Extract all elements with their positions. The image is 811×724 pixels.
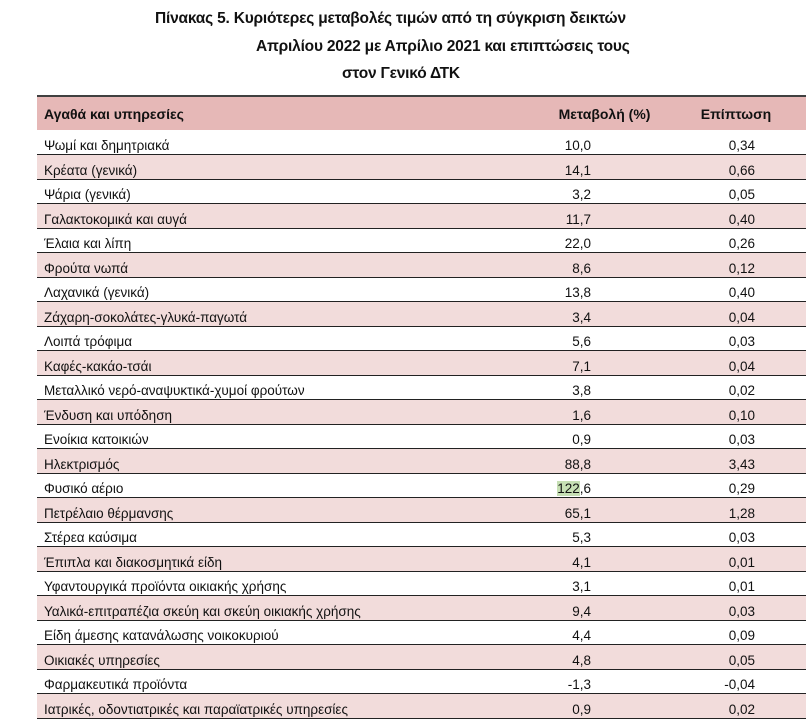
cell-change: 4,4 bbox=[572, 628, 591, 643]
cell-item: Έπιπλα και διακοσμητικά είδη bbox=[44, 554, 222, 570]
title-line-3: στον Γενικό ΔΤΚ bbox=[342, 65, 460, 82]
cell-change: 88,8 bbox=[564, 456, 591, 472]
cell-item: Ζάχαρη-σοκολάτες-γλυκά-παγωτά bbox=[44, 309, 248, 325]
cell-change: 4,8 bbox=[572, 652, 591, 668]
cell-impact: 0,40 bbox=[728, 211, 755, 227]
table-header-row bbox=[37, 96, 806, 130]
table-row bbox=[37, 473, 806, 498]
table-row bbox=[37, 596, 806, 621]
table-row bbox=[37, 620, 806, 645]
cell-item: Ενοίκια κατοικιών bbox=[44, 432, 149, 447]
cell-impact: 0,12 bbox=[728, 260, 755, 276]
cell-change: 1,6 bbox=[572, 407, 591, 423]
column-header-change: Μεταβολή (%) bbox=[558, 105, 651, 122]
cell-item: Καφές-κακάο-τσάι bbox=[44, 358, 152, 374]
price-changes-table bbox=[37, 95, 806, 719]
cell-change: 13,8 bbox=[564, 285, 591, 300]
table-row bbox=[37, 449, 806, 474]
cell-impact: 0,01 bbox=[728, 554, 755, 570]
selection-highlight: 122 bbox=[557, 481, 580, 496]
cell-change: 4,1 bbox=[572, 554, 591, 570]
cell-impact: 0,02 bbox=[728, 383, 755, 398]
cell-change: 3,8 bbox=[572, 383, 591, 398]
table-row bbox=[37, 204, 806, 229]
cell-impact: -0,04 bbox=[724, 677, 755, 692]
cell-item: Στέρεα καύσιμα bbox=[44, 530, 137, 545]
cell-impact: 1,28 bbox=[728, 505, 755, 521]
cell-item: Φυσικό αέριο bbox=[44, 481, 124, 496]
table-row bbox=[37, 326, 806, 351]
cell-impact: 0,40 bbox=[728, 285, 755, 300]
cell-change: 22,0 bbox=[564, 236, 591, 251]
table-row bbox=[37, 645, 806, 670]
table-row bbox=[37, 155, 806, 180]
cell-change: 0,9 bbox=[572, 701, 591, 717]
column-header-item: Αγαθά και υπηρεσίες bbox=[44, 105, 184, 122]
table-row bbox=[37, 424, 806, 449]
column-header-impact: Επίπτωση bbox=[700, 105, 772, 122]
cell-impact: 0,05 bbox=[728, 652, 755, 668]
cell-change: 3,4 bbox=[572, 309, 591, 325]
table-row bbox=[37, 302, 806, 327]
table-row bbox=[37, 375, 806, 400]
cell-change: 8,6 bbox=[572, 260, 591, 276]
cell-item: Είδη άμεσης κατανάλωσης νοικοκυριού bbox=[44, 628, 279, 643]
cell-impact: 0,10 bbox=[728, 407, 755, 423]
title-line-1: Πίνακας 5. Κυριότερες μεταβολές τιμών από τη σύγκριση δεικτών bbox=[155, 10, 626, 27]
cell-impact: 0,04 bbox=[728, 358, 755, 374]
table-row bbox=[37, 571, 806, 596]
cell-item: Υαλικά-επιτραπέζια σκεύη και σκεύη οικιακής χρήσης bbox=[44, 603, 361, 619]
cell-item: Ηλεκτρισμός bbox=[44, 456, 120, 472]
cell-impact: 0,09 bbox=[728, 628, 755, 643]
table-row bbox=[37, 228, 806, 253]
table-row bbox=[37, 547, 806, 572]
cell-change: -1,3 bbox=[567, 677, 591, 692]
cell-change: 5,6 bbox=[572, 334, 591, 349]
table-row bbox=[37, 130, 806, 155]
table-row bbox=[37, 351, 806, 376]
table-row bbox=[37, 253, 806, 278]
cell-impact: 0,04 bbox=[728, 309, 755, 325]
cell-impact: 0,34 bbox=[728, 138, 755, 153]
cell-item: Ψωμί και δημητριακά bbox=[44, 138, 170, 153]
cell-item: Φαρμακευτικά προϊόντα bbox=[44, 677, 188, 692]
cell-impact: 0,26 bbox=[728, 236, 755, 251]
cell-item: Λοιπά τρόφιμα bbox=[44, 334, 133, 349]
table-row bbox=[37, 179, 806, 204]
cell-impact: 0,02 bbox=[728, 701, 755, 717]
table-row bbox=[37, 498, 806, 523]
cell-item: Έλαια και λίπη bbox=[44, 236, 132, 251]
cell-change: 65,1 bbox=[564, 505, 591, 521]
cell-change bbox=[483, 473, 656, 498]
cell-change: 9,4 bbox=[572, 603, 591, 619]
cell-item: Υφαντουργικά προϊόντα οικιακής χρήσης bbox=[44, 579, 287, 594]
cell-item: Μεταλλικό νερό-αναψυκτικά-χυμοί φρούτων bbox=[44, 383, 305, 398]
cell-change: 3,1 bbox=[572, 579, 591, 594]
cell-impact: 0,03 bbox=[728, 603, 755, 619]
cell-impact: 0,03 bbox=[728, 334, 755, 349]
cell-change: 3,2 bbox=[572, 187, 591, 202]
cell-impact: 0,03 bbox=[728, 530, 755, 545]
cell-item: Ψάρια (γενικά) bbox=[44, 187, 131, 202]
cell-change: 14,1 bbox=[564, 162, 591, 178]
cell-change: 10,0 bbox=[564, 138, 591, 153]
table-row bbox=[37, 694, 806, 719]
cell-impact: 0,01 bbox=[728, 579, 755, 594]
cell-item: Ιατρικές, οδοντιατρικές και παραϊατρικές υπηρεσίες bbox=[44, 701, 348, 717]
cell-change-rest: ,6 bbox=[579, 481, 591, 496]
cell-impact: 0,66 bbox=[728, 162, 755, 178]
table-row bbox=[37, 522, 806, 547]
cell-item: Λαχανικά (γενικά) bbox=[44, 285, 150, 300]
cell-change: 5,3 bbox=[572, 530, 591, 545]
cell-item: Οικιακές υπηρεσίες bbox=[44, 652, 160, 668]
cell-item: Πετρέλαιο θέρμανσης bbox=[44, 505, 174, 521]
cell-impact: 0,05 bbox=[728, 187, 755, 202]
title-line-2: Απριλίου 2022 με Απρίλιο 2021 και επιπτώσεις τους bbox=[256, 38, 630, 55]
cell-impact: 0,03 bbox=[728, 432, 755, 447]
cell-item: Γαλακτοκομικά και αυγά bbox=[44, 211, 187, 227]
cell-item: Φρούτα νωπά bbox=[44, 260, 129, 276]
cell-change: 11,7 bbox=[565, 211, 591, 227]
cell-change: 0,9 bbox=[572, 432, 591, 447]
cell-item: Ένδυση και υπόδηση bbox=[44, 407, 173, 423]
cell-impact: 0,29 bbox=[728, 481, 755, 496]
table-row bbox=[37, 669, 806, 694]
table-row bbox=[37, 277, 806, 302]
cell-impact: 3,43 bbox=[728, 456, 755, 472]
cell-change: 7,1 bbox=[572, 358, 591, 374]
table-row bbox=[37, 400, 806, 425]
cell-item: Κρέατα (γενικά) bbox=[44, 162, 138, 178]
